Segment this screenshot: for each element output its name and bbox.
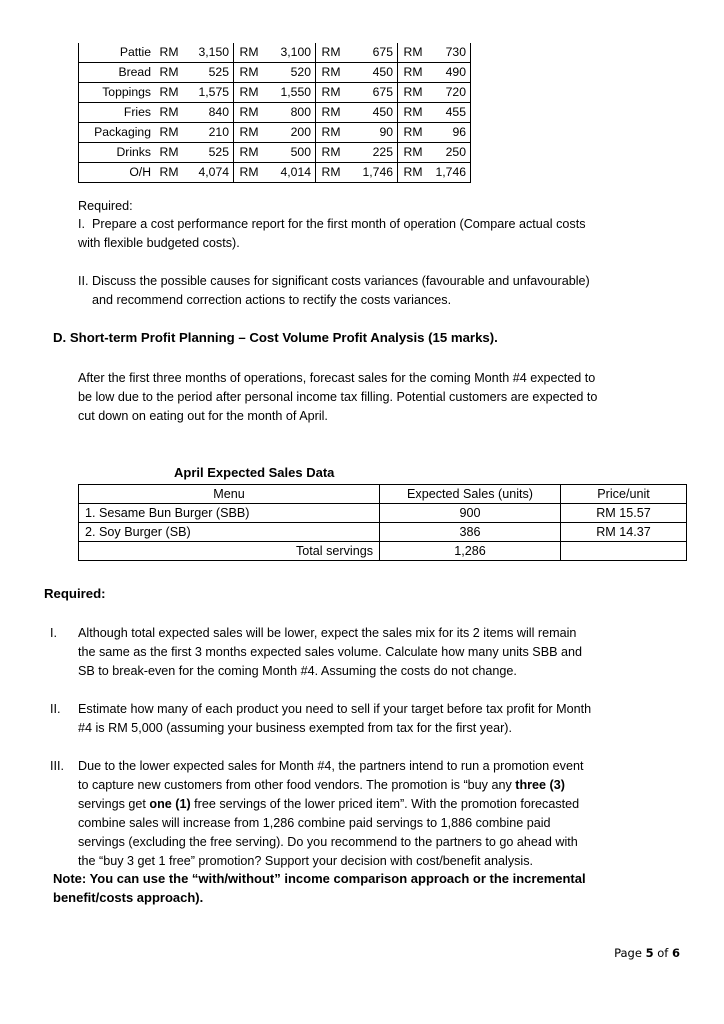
- cost-value: 525: [184, 143, 234, 163]
- cost-value: 250: [428, 143, 471, 163]
- currency-label: RM: [403, 165, 423, 179]
- total-price-empty: [561, 542, 687, 561]
- currency-label: RM: [321, 85, 341, 99]
- currency-label: RM: [403, 105, 423, 119]
- row2-price: RM 14.37: [561, 523, 687, 542]
- required1-item1-line1: Prepare a cost performance report for the first month of operation (Compare actual costs: [92, 217, 586, 231]
- note-line2: benefit/costs approach).: [53, 890, 204, 905]
- currency-label: RM: [321, 105, 341, 119]
- cost-value: 90: [346, 123, 398, 143]
- currency-label: RM: [159, 105, 179, 119]
- page-footer: [614, 946, 680, 960]
- cost-value: 1,746: [428, 163, 471, 183]
- currency-label: RM: [403, 65, 423, 79]
- currency-label: RM: [239, 105, 259, 119]
- iii-line2-text: to capture new customers from other food vendors. The promotion is “buy any: [78, 778, 516, 792]
- table-row-total: [79, 542, 687, 561]
- currency-label: RM: [159, 45, 179, 59]
- section-d-intro-line1: After the first three months of operations, forecast sales for the coming Month #4 expected to: [78, 371, 596, 385]
- footer-page-num: 5: [645, 946, 654, 960]
- total-value: 1,286: [380, 542, 561, 561]
- cost-value: 450: [346, 103, 398, 123]
- cost-value: 520: [264, 63, 316, 83]
- cost-value: 4,074: [184, 163, 234, 183]
- required-label-1: Required:: [78, 199, 133, 213]
- cost-table: [78, 43, 471, 183]
- cost-value: 675: [346, 83, 398, 103]
- required2-iii-line2: [78, 776, 565, 795]
- table-row: [79, 123, 471, 143]
- cost-value: 96: [428, 123, 471, 143]
- cost-value: 1,550: [264, 83, 316, 103]
- cost-value: 3,150: [184, 43, 234, 63]
- cost-value: 730: [428, 43, 471, 63]
- currency-label: RM: [321, 45, 341, 59]
- currency-label: RM: [403, 145, 423, 159]
- header-expected-sales: Expected Sales (units): [380, 485, 561, 504]
- required2-ii-num: II.: [50, 702, 61, 716]
- currency-label: RM: [239, 145, 259, 159]
- april-table-header: [79, 485, 687, 504]
- cost-row-label: Fries: [79, 103, 155, 123]
- iii-line3-text-a: servings get: [78, 797, 150, 811]
- required2-i-num: I.: [50, 626, 57, 640]
- required1-item1-line2: with flexible budgeted costs).: [78, 236, 240, 250]
- table-row: [79, 63, 471, 83]
- required2-iii-line3: [78, 795, 579, 814]
- cost-row-label: Bread: [79, 63, 155, 83]
- currency-label: RM: [159, 65, 179, 79]
- currency-label: RM: [159, 165, 179, 179]
- row2-menu: 2. Soy Burger (SB): [79, 523, 380, 542]
- table-row: [79, 523, 687, 542]
- required2-iii-line1: Due to the lower expected sales for Month #4, the partners intend to run a promotion event: [78, 759, 584, 773]
- cost-row-label: Packaging: [79, 123, 155, 143]
- required2-iii-line5: servings (excluding the free serving). Do you recommend to the partners to go ahead with: [78, 835, 578, 849]
- required2-ii-line1: Estimate how many of each product you need to sell if your target before tax profit for Month: [78, 702, 592, 716]
- currency-label: RM: [159, 85, 179, 99]
- required2-ii-line2: #4 is RM 5,000 (assuming your business exempted from tax for the first year).: [78, 721, 512, 735]
- section-d-heading: D. Short-term Profit Planning – Cost Volume Profit Analysis (15 marks).: [53, 330, 498, 345]
- footer-of-word: of: [653, 946, 672, 960]
- cost-row-label: Pattie: [79, 43, 155, 63]
- required2-i-line3: SB to break-even for the coming Month #4. Assuming the costs do not change.: [78, 664, 517, 678]
- required2-iii-num: III.: [50, 759, 64, 773]
- required1-item2-line2: and recommend correction actions to rectify the costs variances.: [92, 293, 452, 307]
- required2-iii-line4: combine sales will increase from 1,286 combine paid servings to 1,886 combine paid: [78, 816, 551, 830]
- cost-value: 840: [184, 103, 234, 123]
- currency-label: RM: [239, 165, 259, 179]
- table-row: [79, 143, 471, 163]
- april-sales-table: [78, 484, 687, 561]
- row2-sales: 386: [380, 523, 561, 542]
- currency-label: RM: [321, 165, 341, 179]
- cost-value: 720: [428, 83, 471, 103]
- required2-i-line2: the same as the first 3 months expected sales volume. Calculate how many units SBB and: [78, 645, 583, 659]
- cost-value: 210: [184, 123, 234, 143]
- row1-menu: 1. Sesame Bun Burger (SBB): [79, 504, 380, 523]
- currency-label: RM: [239, 65, 259, 79]
- currency-label: RM: [321, 125, 341, 139]
- required-label-2: Required:: [44, 586, 106, 601]
- cost-value: 3,100: [264, 43, 316, 63]
- cost-value: 490: [428, 63, 471, 83]
- required2-iii-line6: the “buy 3 get 1 free” promotion? Support your decision with cost/benefit analysis.: [78, 854, 534, 868]
- currency-label: RM: [159, 125, 179, 139]
- table-row: [79, 83, 471, 103]
- cost-value: 455: [428, 103, 471, 123]
- required1-item2-line1: Discuss the possible causes for significant costs variances (favourable and unfavourable): [92, 274, 590, 288]
- april-table-title: April Expected Sales Data: [174, 465, 335, 480]
- footer-page-word: Page: [614, 946, 646, 960]
- note-line1: Note: You can use the “with/without” income comparison approach or the incremental: [53, 871, 586, 886]
- header-price: Price/unit: [561, 485, 687, 504]
- currency-label: RM: [403, 85, 423, 99]
- cost-value: 1,575: [184, 83, 234, 103]
- cost-value: 800: [264, 103, 316, 123]
- required1-item2-num: II.: [78, 274, 89, 288]
- row1-sales: 900: [380, 504, 561, 523]
- cost-value: 500: [264, 143, 316, 163]
- currency-label: RM: [239, 125, 259, 139]
- currency-label: RM: [403, 125, 423, 139]
- table-row: [79, 504, 687, 523]
- currency-label: RM: [159, 145, 179, 159]
- cost-value: 225: [346, 143, 398, 163]
- currency-label: RM: [239, 45, 259, 59]
- currency-label: RM: [239, 85, 259, 99]
- total-label: Total servings: [79, 542, 380, 561]
- cost-row-label: Drinks: [79, 143, 155, 163]
- required2-i-line1: Although total expected sales will be lower, expect the sales mix for its 2 items will remain: [78, 626, 577, 640]
- currency-label: RM: [403, 45, 423, 59]
- currency-label: RM: [321, 145, 341, 159]
- cost-value: 1,746: [346, 163, 398, 183]
- cost-value: 450: [346, 63, 398, 83]
- cost-row-label: Toppings: [79, 83, 155, 103]
- header-menu: Menu: [79, 485, 380, 504]
- currency-label: RM: [321, 65, 341, 79]
- cost-value: 200: [264, 123, 316, 143]
- row1-price: RM 15.57: [561, 504, 687, 523]
- cost-row-label: O/H: [79, 163, 155, 183]
- table-row: [79, 103, 471, 123]
- footer-total-pages: 6: [671, 946, 680, 960]
- iii-line2-bold: three (3): [515, 778, 565, 792]
- table-row: [79, 163, 471, 183]
- required1-item1-num: I.: [78, 217, 85, 231]
- table-row: [79, 43, 471, 63]
- iii-line3-text-c: free servings of the lower priced item”. With the promotion forecasted: [190, 797, 580, 811]
- section-d-intro-line3: cut down on eating out for the month of April.: [78, 409, 328, 423]
- cost-value: 525: [184, 63, 234, 83]
- cost-value: 4,014: [264, 163, 316, 183]
- iii-line3-bold: one (1): [149, 797, 191, 811]
- section-d-intro-line2: be low due to the period after personal income tax filling. Potential customers are expected to: [78, 390, 598, 404]
- cost-value: 675: [346, 43, 398, 63]
